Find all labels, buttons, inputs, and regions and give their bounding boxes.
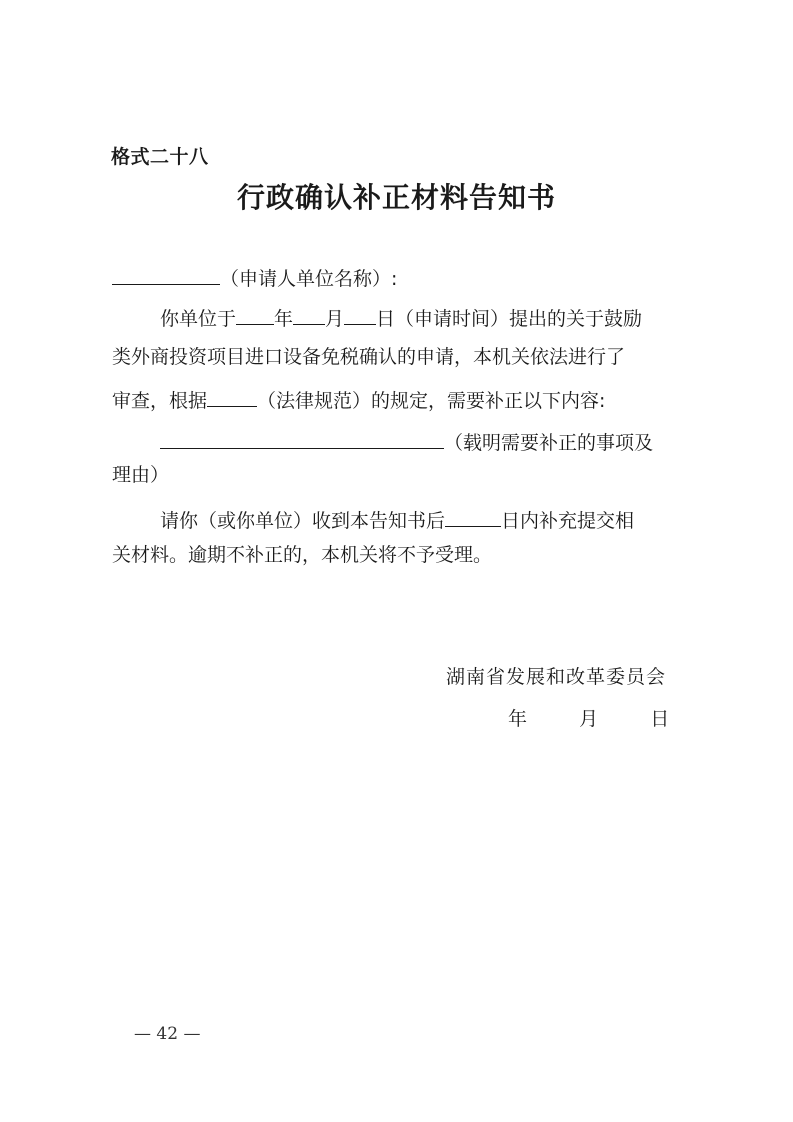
addressee-line: [112, 266, 397, 289]
p1-text-a: 你单位于: [160, 308, 237, 330]
days-blank: [445, 508, 501, 527]
p1-month-label: 月: [325, 308, 345, 330]
format-label: 格式二十八: [111, 146, 209, 168]
p1-text-b: 日（申请时间）提出的关于鼓励: [376, 308, 643, 330]
applicant-name-blank: [112, 266, 220, 285]
p3-text-a: 请你（或你单位）收到本告知书后: [160, 510, 446, 532]
p1-year-label: 年: [274, 308, 294, 330]
items-blank: [160, 430, 444, 449]
year-blank: [236, 306, 274, 325]
day-blank: [344, 306, 376, 325]
paragraph-3-line-1: [160, 508, 634, 531]
signature-organization: 湖南省发展和改革委员会: [446, 666, 667, 688]
sign-day-label: 日: [650, 708, 670, 730]
p2-suffix: （载明需要补正的事项及: [444, 432, 654, 454]
paragraph-1-line-2: 类外商投资项目进口设备免税确认的申请，本机关依法进行了: [112, 346, 626, 368]
p3-text-b: 日内补充提交相: [501, 510, 635, 532]
signature-date: [508, 704, 669, 731]
law-blank: [207, 388, 257, 407]
p1-line3-text-b: （法律规范）的规定，需要补正以下内容:: [257, 390, 606, 412]
document-title: 行政确认补正材料告知书: [236, 181, 556, 214]
p1-line3-text-a: 审查，根据: [112, 390, 208, 412]
paragraph-2-line-2: 理由）: [112, 464, 170, 486]
addressee-suffix: （申请人单位名称）:: [220, 268, 398, 290]
paragraph-1-line-1: [160, 306, 642, 329]
paragraph-3-line-2: 关材料。逾期不补正的，本机关将不予受理。: [112, 544, 493, 566]
sign-month-label: 月: [579, 708, 599, 730]
paragraph-1-line-3: [112, 388, 605, 411]
sign-year-label: 年: [508, 708, 528, 730]
paragraph-2-line-1: [160, 430, 653, 453]
month-blank: [293, 306, 325, 325]
page-number: — 42 —: [134, 1024, 201, 1044]
